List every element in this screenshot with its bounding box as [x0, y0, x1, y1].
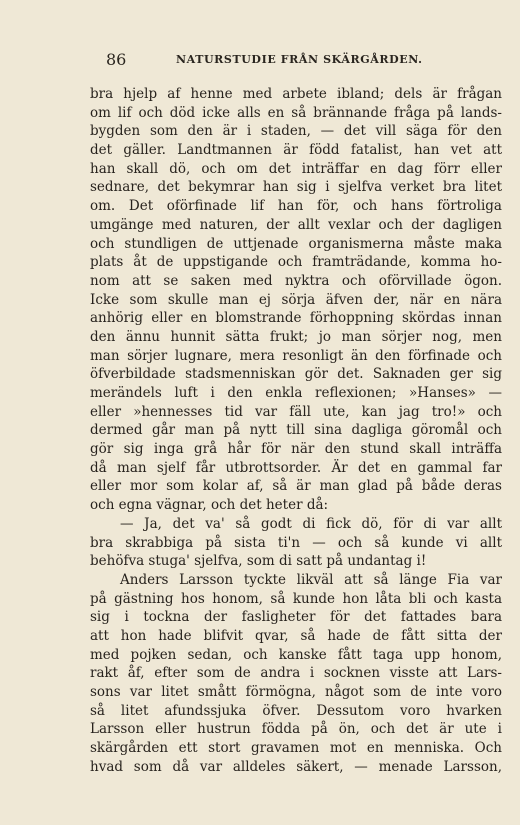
text-line: eller mor som kolar af, så är man glad på både deras [90, 478, 502, 495]
text-line: man sörjer lugnare, mera resonligt än den förfinade och [90, 347, 502, 364]
text-line: han skall dö, och om det inträffar en dag förr eller [90, 160, 502, 177]
body-text [90, 85, 502, 776]
text-line: sons var litet smått förmögna, något som de inte voro [90, 684, 502, 700]
text-line: nom att se saken med nyktra och oförvillade ögon. [90, 272, 502, 289]
text-line: merändels luft i den enkla reflexionen; »Hanses» — [90, 385, 502, 401]
text-line: Icke som skulle man ej sörja äfven der, när en nära [90, 291, 502, 308]
text-line: med pojken sedan, och kanske fått taga upp honom, [90, 646, 502, 663]
text-line: skärgården ett stort gravamen mot en menniska. Och [90, 740, 502, 757]
text-line: eller »hennesses tid var fäll ute, kan jag tro!» och [90, 403, 502, 420]
text-line: och egna vägnar, och det heter då: [90, 497, 329, 514]
text-line: Larsson eller hustrun födda på ön, och det är ute i [90, 721, 502, 738]
text-line: dermed går man på nytt till sina dagliga göromål och [90, 422, 502, 439]
text-line: — Ja, det va' så godt di fick dö, för di var allt [120, 515, 502, 532]
text-line: då man sjelf får utbrottsorder. Är det en gammal far [90, 459, 502, 476]
text-line: om lif och död icke alls en så brännande fråga på lands- [90, 104, 502, 121]
page-header [90, 50, 502, 72]
text-line: umgänge med naturen, der allt vexlar och der dagligen [90, 216, 502, 233]
text-line: anhörig eller en blomstrande förhoppning skördas innan [90, 310, 502, 327]
text-line: hvad som då var alldeles säkert, — menade Larsson, [90, 758, 502, 775]
text-line: bygden som den är i staden, — det vill säga för den [90, 123, 502, 140]
running-head: NATURSTUDIE FRÅN SKÄRGÅRDEN. [176, 53, 423, 66]
text-line: gör sig inga grå hår för när den stund skall inträffa [90, 441, 502, 458]
text-line: öfverbildade stadsmenniskan gör det. Saknaden ger sig [90, 366, 502, 383]
page-number: 86 [106, 50, 127, 69]
text-line: behöfva stuga' sjelfva, som di satt på undantag i! [90, 553, 427, 570]
text-line: rakt åf, efter som de andra i socknen visste att Lars- [90, 665, 502, 682]
text-line: sig i tockna der fasligheter för det fattades bara [90, 609, 502, 626]
text-line: bra hjelp af henne med arbete ibland; dels är frågan [90, 86, 502, 102]
text-line: bra skrabbiga på sista ti'n — och så kunde vi allt [90, 534, 502, 551]
text-line: och stundligen de uttjenade organismerna måste maka [90, 235, 502, 252]
text-line: Anders Larsson tyckte likväl att så länge Fia var [120, 571, 502, 588]
text-line: att hon hade blifvit qvar, så hade de fått sitta der [90, 627, 502, 644]
text-line: det gäller. Landtmannen är född fatalist, han vet att [90, 142, 502, 159]
text-line: så litet afundssjuka öfver. Dessutom voro hvarken [90, 702, 502, 719]
text-line: den ännu hunnit sätta frukt; jo man sörjer nog, men [90, 328, 502, 345]
text-line: på gästning hos honom, så kunde hon låta bli och kasta [90, 590, 502, 607]
text-line: om. Det oförfinade lif han för, och hans förtroliga [90, 198, 502, 215]
text-line: plats åt de uppstigande och framträdande, komma ho- [90, 254, 502, 271]
text-line: sednare, det bekymrar han sig i sjelfva verket bra litet [90, 179, 502, 196]
